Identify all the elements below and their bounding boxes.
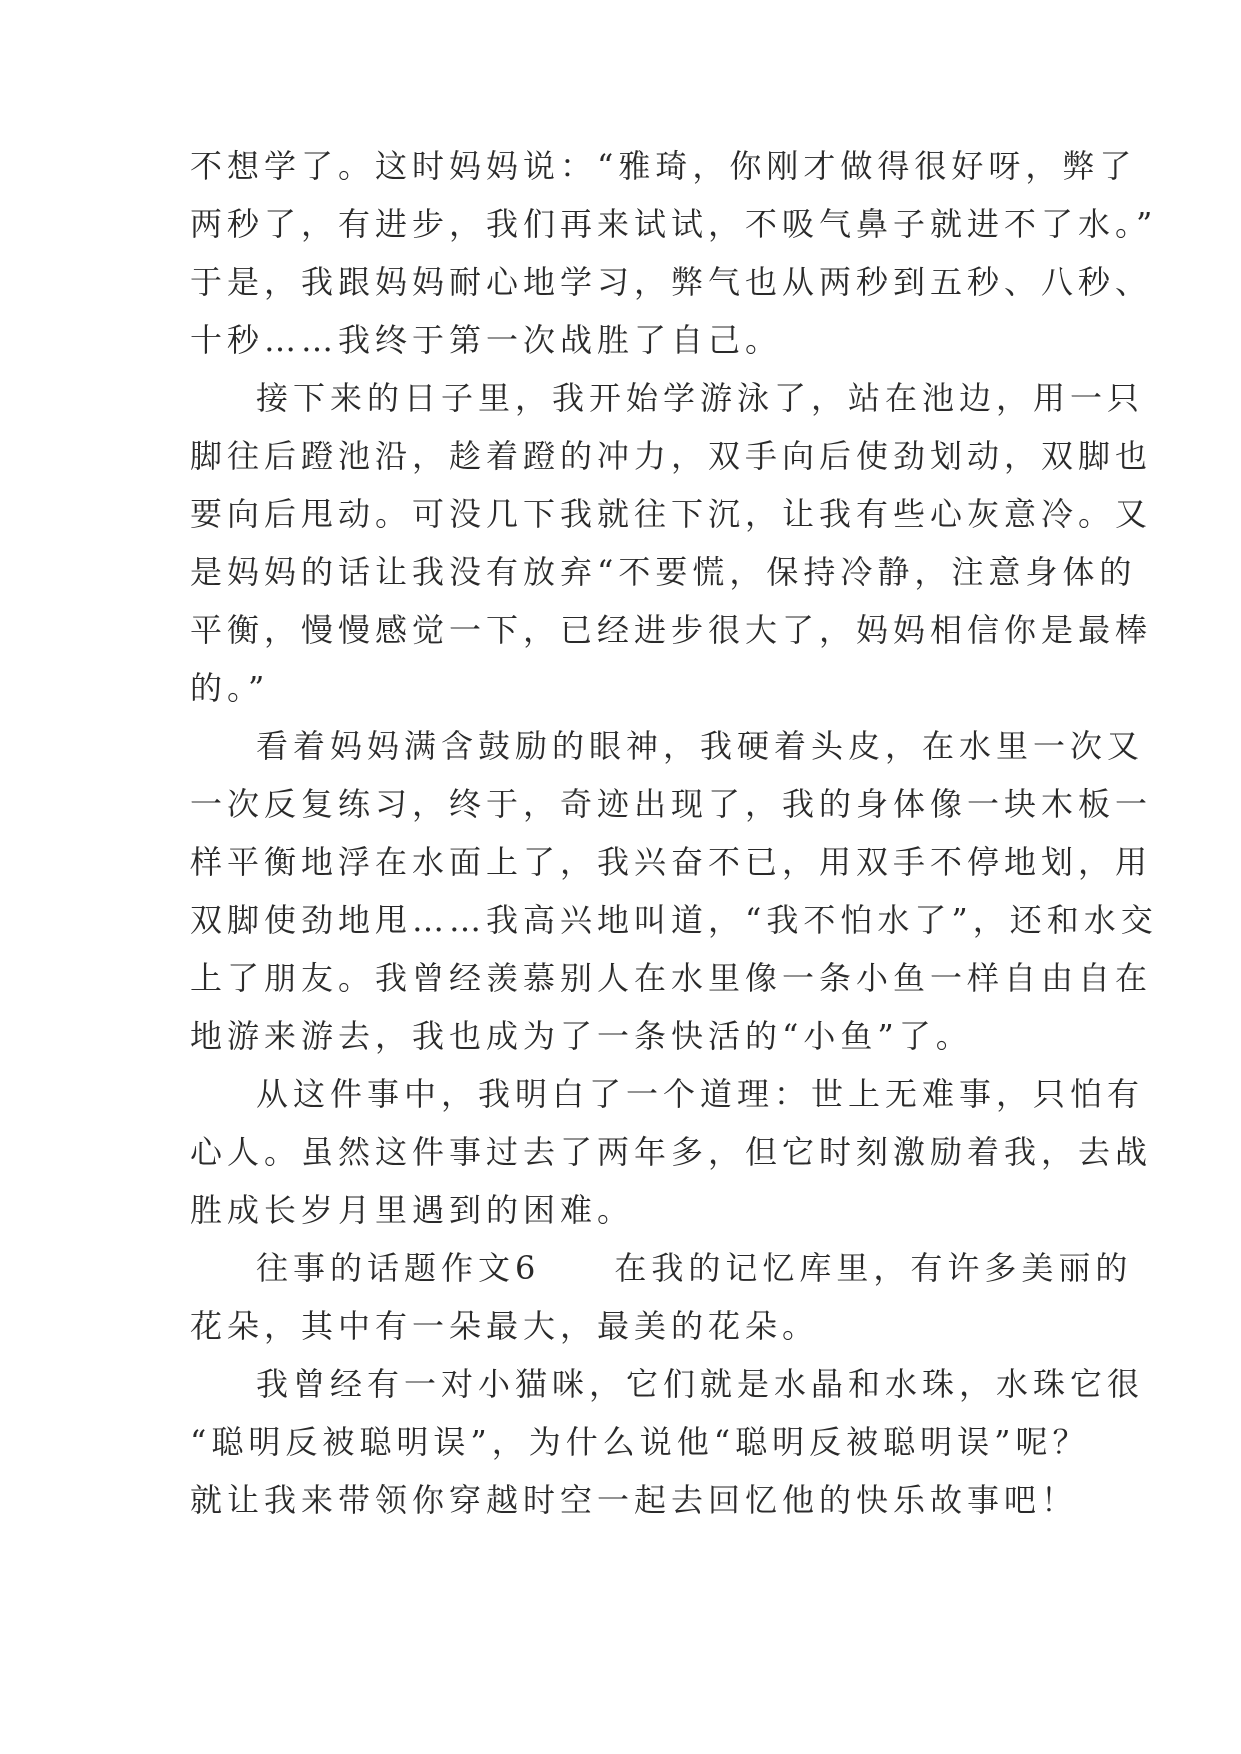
- text-line: 是妈妈的话让我没有放弃“不要慌，保持冷静，注意身体的: [190, 553, 1137, 591]
- text-line: 于是，我跟妈妈耐心地学习，弊气也从两秒到五秒、八秒、: [190, 263, 1153, 301]
- text-line: 双脚使劲地甩……我高兴地叫道，“我不怕水了”，还和水交: [190, 901, 1158, 939]
- text-line: 脚往后蹬池沿，趁着蹬的冲力，双手向后使劲划动，双脚也: [190, 437, 1153, 475]
- text-line: 要向后甩动。可没几下我就往下沉，让我有些心灰意冷。又: [190, 495, 1153, 533]
- paragraph-start: 从这件事中，我明白了一个道理：世上无难事，只怕有: [256, 1075, 1145, 1113]
- text-line: 花朵，其中有一朵最大，最美的花朵。: [190, 1307, 820, 1345]
- text-line: 十秒……我终于第一次战胜了自己。: [190, 321, 783, 359]
- paragraph-start: 接下来的日子里，我开始学游泳了，站在池边，用一只: [256, 379, 1145, 417]
- text-line: 样平衡地浮在水面上了，我兴奋不已，用双手不停地划，用: [190, 843, 1153, 881]
- paragraph-start: 看着妈妈满含鼓励的眼神，我硬着头皮，在水里一次又: [256, 727, 1145, 765]
- text-line: 上了朋友。我曾经羡慕别人在水里像一条小鱼一样自由自在: [190, 959, 1153, 997]
- text-line: “聪明反被聪明误”，为什么说他“聪明反被聪明误”呢？: [190, 1423, 1090, 1461]
- essay-heading-line: 往事的话题作文6 在我的记忆库里，有许多美丽的: [256, 1249, 1133, 1287]
- paragraph-start: 我曾经有一对小猫咪，它们就是水晶和水珠，水珠它很: [256, 1365, 1145, 1403]
- text-line: 胜成长岁月里遇到的困难。: [190, 1191, 635, 1229]
- text-line: 不想学了。这时妈妈说：“雅琦，你刚才做得很好呀，弊了: [190, 147, 1137, 185]
- text-line: 平衡，慢慢感觉一下，已经进步很大了，妈妈相信你是最棒: [190, 611, 1153, 649]
- text-line: 的。”: [190, 669, 270, 707]
- text-line: 两秒了，有进步，我们再来试试，不吸气鼻子就进不了水。”: [190, 205, 1158, 243]
- text-line: 一次反复练习，终于，奇迹出现了，我的身体像一块木板一: [190, 785, 1153, 823]
- text-line: 心人。虽然这件事过去了两年多，但它时刻激励着我，去战: [190, 1133, 1153, 1171]
- text-line: 就让我来带领你穿越时空一起去回忆他的快乐故事吧！: [190, 1481, 1079, 1519]
- text-line: 地游来游去，我也成为了一条快活的“小鱼”了。: [190, 1017, 973, 1055]
